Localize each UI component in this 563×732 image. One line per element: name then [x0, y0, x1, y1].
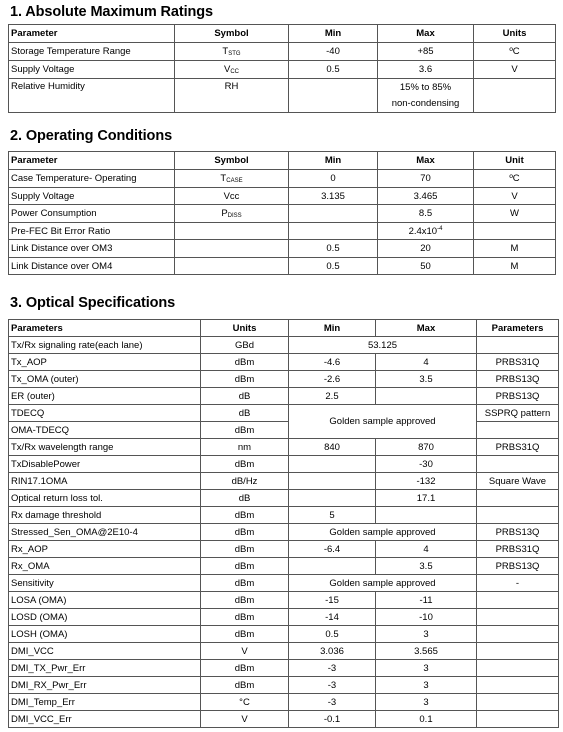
- unit-cell: dBm: [201, 507, 289, 524]
- header-min: Min: [289, 25, 378, 43]
- param-cell: DMI_VCC: [9, 643, 201, 660]
- max-cell: 50: [378, 258, 474, 275]
- min-cell: 0.5: [289, 258, 378, 275]
- param-cell: RIN17.1OMA: [9, 473, 201, 490]
- param-cell: Power Consumption: [9, 205, 175, 223]
- unit-cell: [474, 223, 556, 240]
- table-row: [9, 456, 559, 473]
- table-row: [9, 422, 559, 439]
- max-cell: 870: [376, 439, 477, 456]
- min-cell: 3.036: [289, 643, 376, 660]
- table-row: [9, 61, 556, 79]
- table-row: [9, 694, 559, 711]
- pattern-cell: [477, 660, 559, 677]
- unit-cell: ºC: [474, 170, 556, 188]
- header-symbol: Symbol: [175, 25, 289, 43]
- pattern-cell: [477, 609, 559, 626]
- header-parameters-2: Parameters: [477, 320, 559, 337]
- min-cell: -4.6: [289, 354, 376, 371]
- header-max: Max: [378, 152, 474, 170]
- symbol-cell: Vcc: [175, 188, 289, 205]
- param-cell: Tx_AOP: [9, 354, 201, 371]
- header-max: Max: [376, 320, 477, 337]
- optical-specs-table: [8, 319, 559, 728]
- symbol-cell: [175, 258, 289, 275]
- param-cell: Tx_OMA (outer): [9, 371, 201, 388]
- param-cell: Tx/Rx signaling rate(each lane): [9, 337, 201, 354]
- max-cell: 3.6: [378, 61, 474, 79]
- max-cell: 3.5: [376, 558, 477, 575]
- unit-cell: dBm: [201, 354, 289, 371]
- max-cell: [376, 388, 477, 405]
- min-cell: 5: [289, 507, 376, 524]
- table-row: [9, 79, 556, 96]
- max-cell: 8.5: [378, 205, 474, 223]
- param-cell: LOSH (OMA): [9, 626, 201, 643]
- table-row: [9, 507, 559, 524]
- param-cell: DMI_Temp_Err: [9, 694, 201, 711]
- pattern-cell: PRBS13Q: [477, 524, 559, 541]
- min-cell: 0.5: [289, 61, 378, 79]
- min-cell: 0.5: [289, 626, 376, 643]
- max-cell: -11: [376, 592, 477, 609]
- header-parameter: Parameter: [9, 25, 175, 43]
- pattern-cell: [477, 694, 559, 711]
- header-symbol: Symbol: [175, 152, 289, 170]
- param-cell: Supply Voltage: [9, 61, 175, 79]
- unit-cell: dBm: [201, 371, 289, 388]
- golden-sample-cell: Golden sample approved: [289, 524, 477, 541]
- max-cell: -10: [376, 609, 477, 626]
- pattern-cell: [477, 337, 559, 354]
- table-row: [9, 524, 559, 541]
- min-cell: -14: [289, 609, 376, 626]
- unit-cell: dBm: [201, 422, 289, 439]
- unit-cell: dB/Hz: [201, 473, 289, 490]
- table-row: [9, 371, 559, 388]
- param-cell: Link Distance over OM3: [9, 240, 175, 258]
- min-cell: [289, 456, 376, 473]
- pattern-cell: [477, 507, 559, 524]
- symbol-cell: [175, 223, 289, 240]
- table-row: [9, 223, 556, 240]
- max-cell-continued: non-condensing: [378, 96, 474, 113]
- param-cell: Pre-FEC Bit Error Ratio: [9, 223, 175, 240]
- min-cell: [289, 79, 378, 113]
- header-unit: Unit: [474, 152, 556, 170]
- table-row: [9, 258, 556, 275]
- header-units: Units: [474, 25, 556, 43]
- max-cell: 3: [376, 694, 477, 711]
- param-cell: Storage Temperature Range: [9, 43, 175, 61]
- unit-cell: V: [201, 643, 289, 660]
- unit-cell: V: [474, 61, 556, 79]
- table-row: [9, 388, 559, 405]
- table-row: [9, 592, 559, 609]
- table-row: [9, 575, 559, 592]
- max-cell: 3: [376, 677, 477, 694]
- param-cell: Rx_AOP: [9, 541, 201, 558]
- unit-cell: [474, 79, 556, 113]
- min-cell: -3: [289, 660, 376, 677]
- max-cell: 70: [378, 170, 474, 188]
- table-row: [9, 188, 556, 205]
- max-cell: 3.465: [378, 188, 474, 205]
- param-cell: Optical return loss tol.: [9, 490, 201, 507]
- param-cell: Link Distance over OM4: [9, 258, 175, 275]
- header-parameter: Parameter: [9, 152, 175, 170]
- pattern-cell: PRBS31Q: [477, 541, 559, 558]
- max-cell: 0.1: [376, 711, 477, 728]
- golden-sample-cell: Golden sample approved: [289, 575, 477, 592]
- min-cell: 2.5: [289, 388, 376, 405]
- table-row: [9, 541, 559, 558]
- absolute-max-table: [8, 24, 556, 113]
- max-cell: 3.5: [376, 371, 477, 388]
- value-cell: 53.125: [289, 337, 477, 354]
- pattern-cell: [477, 711, 559, 728]
- param-cell: Stressed_Sen_OMA@2E10-4: [9, 524, 201, 541]
- param-cell: OMA-TDECQ: [9, 422, 201, 439]
- param-cell: ER (outer): [9, 388, 201, 405]
- table-row: [9, 439, 559, 456]
- section-title-optical: 3. Optical Specifications: [10, 295, 176, 311]
- symbol-cell: $V_{CC}$: [175, 61, 289, 79]
- min-cell: -0.1: [289, 711, 376, 728]
- table-row: [9, 643, 559, 660]
- max-cell: 17.1: [376, 490, 477, 507]
- table-row: [9, 609, 559, 626]
- max-cell: 4: [376, 541, 477, 558]
- pattern-cell: [477, 456, 559, 473]
- table-row: [9, 43, 556, 61]
- min-cell: -2.6: [289, 371, 376, 388]
- header-units: Units: [201, 320, 289, 337]
- table-row: [9, 558, 559, 575]
- unit-cell: dB: [201, 405, 289, 422]
- unit-cell: dBm: [201, 524, 289, 541]
- unit-cell: dBm: [201, 609, 289, 626]
- param-cell: LOSA (OMA): [9, 592, 201, 609]
- header-parameters: Parameters: [9, 320, 201, 337]
- header-min: Min: [289, 152, 378, 170]
- min-cell: 0: [289, 170, 378, 188]
- unit-cell: dBm: [201, 677, 289, 694]
- pattern-cell: [477, 422, 559, 439]
- unit-cell: V: [474, 188, 556, 205]
- unit-cell: GBd: [201, 337, 289, 354]
- symbol-cell: $T_{STG}$: [175, 43, 289, 61]
- unit-cell: dB: [201, 490, 289, 507]
- unit-cell: ºC: [474, 43, 556, 61]
- max-cell: 4: [376, 354, 477, 371]
- symbol-cell: $P_{DISS}$: [175, 205, 289, 223]
- max-cell: [376, 507, 477, 524]
- param-cell: DMI_RX_Pwr_Err: [9, 677, 201, 694]
- unit-cell: dBm: [201, 541, 289, 558]
- min-cell: 840: [289, 439, 376, 456]
- pattern-cell: -: [477, 575, 559, 592]
- min-cell: [289, 223, 378, 240]
- max-cell: $2.4x10^{-4}$: [378, 223, 474, 240]
- table-row: [9, 677, 559, 694]
- param-cell: Supply Voltage: [9, 188, 175, 205]
- unit-cell: M: [474, 240, 556, 258]
- param-cell: Rx damage threshold: [9, 507, 201, 524]
- table-row: [9, 170, 556, 188]
- pattern-cell: PRBS13Q: [477, 558, 559, 575]
- min-cell: -6.4: [289, 541, 376, 558]
- min-cell: 0.5: [289, 240, 378, 258]
- pattern-cell: PRBS31Q: [477, 354, 559, 371]
- table-row: [9, 240, 556, 258]
- table-row: [9, 337, 559, 354]
- golden-sample-cell: Golden sample approved: [289, 405, 477, 439]
- unit-cell: dBm: [201, 575, 289, 592]
- unit-cell: dBm: [201, 592, 289, 609]
- table-row: [9, 626, 559, 643]
- unit-cell: dBm: [201, 660, 289, 677]
- min-cell: -3: [289, 677, 376, 694]
- max-cell: 3.565: [376, 643, 477, 660]
- table-row: [9, 473, 559, 490]
- unit-cell: V: [201, 711, 289, 728]
- table-row: [9, 660, 559, 677]
- min-cell: [289, 473, 376, 490]
- unit-cell: dBm: [201, 558, 289, 575]
- max-cell: 20: [378, 240, 474, 258]
- unit-cell: W: [474, 205, 556, 223]
- table-row: [9, 405, 559, 422]
- param-cell: Case Temperature- Operating: [9, 170, 175, 188]
- header-min: Min: [289, 320, 376, 337]
- section-title-operating: 2. Operating Conditions: [10, 128, 173, 144]
- max-cell: 3: [376, 660, 477, 677]
- param-cell: Sensitivity: [9, 575, 201, 592]
- param-cell: Relative Humidity: [9, 79, 175, 113]
- unit-cell: °C: [201, 694, 289, 711]
- unit-cell: dB: [201, 388, 289, 405]
- max-cell: 3: [376, 626, 477, 643]
- max-cell: -30: [376, 456, 477, 473]
- param-cell: TDECQ: [9, 405, 201, 422]
- pattern-cell: [477, 677, 559, 694]
- max-cell: 15% to 85%: [378, 79, 474, 96]
- pattern-cell: [477, 626, 559, 643]
- param-cell: LOSD (OMA): [9, 609, 201, 626]
- pattern-cell: [477, 643, 559, 660]
- table-row: [9, 354, 559, 371]
- min-cell: -3: [289, 694, 376, 711]
- max-cell: -132: [376, 473, 477, 490]
- min-cell: 3.135: [289, 188, 378, 205]
- unit-cell: dBm: [201, 456, 289, 473]
- pattern-cell: [477, 592, 559, 609]
- min-cell: [289, 490, 376, 507]
- pattern-cell: PRBS13Q: [477, 371, 559, 388]
- pattern-cell: PRBS31Q: [477, 439, 559, 456]
- param-cell: DMI_VCC_Err: [9, 711, 201, 728]
- min-cell: -40: [289, 43, 378, 61]
- table-row: [9, 490, 559, 507]
- min-cell: [289, 558, 376, 575]
- unit-cell: nm: [201, 439, 289, 456]
- symbol-cell: $T_{CASE}$: [175, 170, 289, 188]
- pattern-cell: PRBS13Q: [477, 388, 559, 405]
- pattern-cell: [477, 490, 559, 507]
- min-cell: -15: [289, 592, 376, 609]
- table-row: [9, 711, 559, 728]
- table-row: [9, 205, 556, 223]
- param-cell: TxDisablePower: [9, 456, 201, 473]
- param-cell: DMI_TX_Pwr_Err: [9, 660, 201, 677]
- pattern-cell: Square Wave: [477, 473, 559, 490]
- param-cell: Rx_OMA: [9, 558, 201, 575]
- operating-conditions-table: [8, 151, 556, 275]
- unit-cell: dBm: [201, 626, 289, 643]
- header-max: Max: [378, 25, 474, 43]
- param-cell: Tx/Rx wavelength range: [9, 439, 201, 456]
- unit-cell: M: [474, 258, 556, 275]
- pattern-cell: SSPRQ pattern: [477, 405, 559, 422]
- symbol-cell: RH: [175, 79, 289, 113]
- max-cell: +85: [378, 43, 474, 61]
- min-cell: [289, 205, 378, 223]
- symbol-cell: [175, 240, 289, 258]
- section-title-absolute-max: 1. Absolute Maximum Ratings: [10, 4, 214, 20]
